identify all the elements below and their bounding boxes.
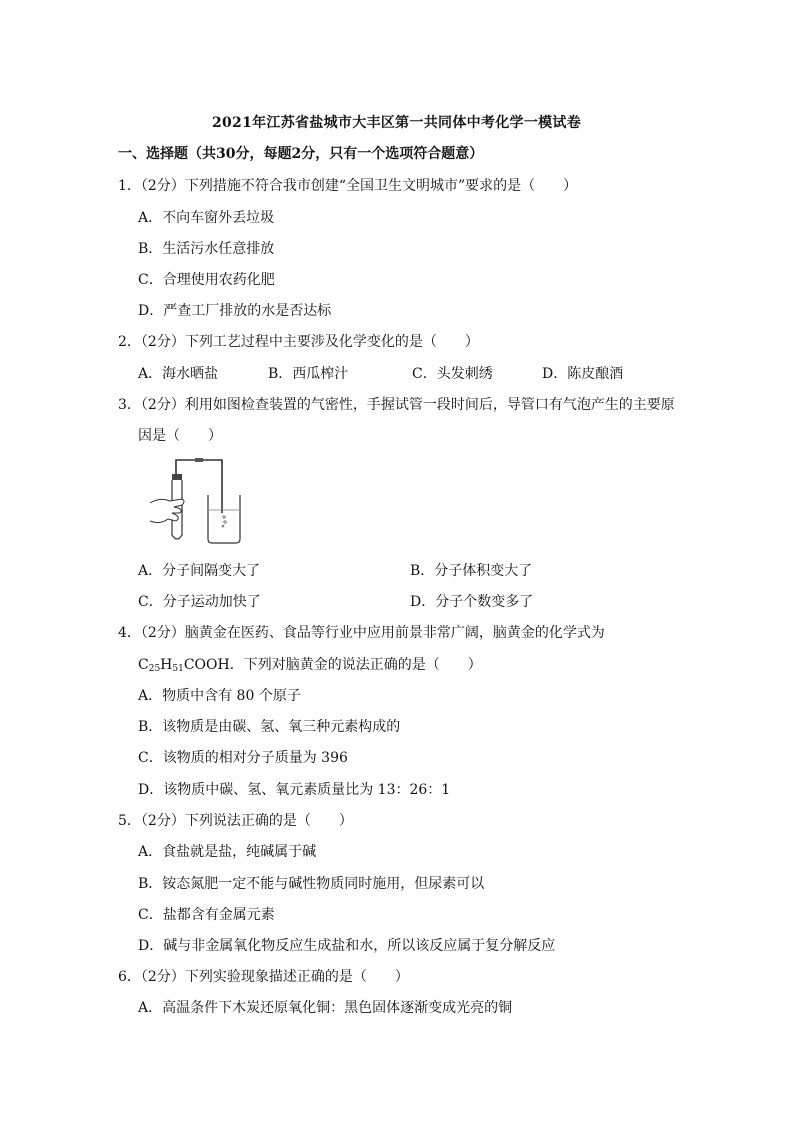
question-4-option-c: C．该物质的相对分子质量为 396 — [138, 750, 348, 766]
formula-c-subscript: 25 — [148, 664, 161, 674]
stopper — [172, 474, 182, 480]
question-4-stem-line-1: 4．（2分）脑黄金在医药、食品等行业中应用前景非常广阔，脑黄金的化学式为 — [118, 625, 605, 641]
formula-rest: COOH — [183, 657, 230, 673]
formula-h-subscript: 51 — [172, 664, 184, 674]
question-1-stem: 1．（2分）下列措施不符合我市创建“全国卫生文明城市”要求的是（ ） — [118, 178, 578, 194]
question-5-option-d: D．碱与非金属氧化物反应生成盐和水，所以该反应属于复分解反应 — [138, 938, 556, 954]
delivery-tube — [176, 460, 222, 513]
question-3-stem-line-2: 因是（ ） — [138, 428, 222, 444]
question-2-option-a: A．海水晒盐 — [138, 366, 219, 382]
question-4-option-d: D．该物质中碳、氢、氧元素质量比为 13：26：1 — [138, 782, 451, 798]
question-5-option-c: C．盐都含有金属元素 — [138, 907, 275, 923]
question-4-option-b: B．该物质是由碳、氢、氧三种元素构成的 — [138, 719, 401, 735]
hand — [150, 499, 184, 523]
apparatus-figure — [142, 455, 262, 545]
tube-connector — [195, 458, 203, 462]
question-5-option-a: A．食盐就是盐，纯碱属于碱 — [138, 844, 317, 860]
question-4-stem-tail: ．下列对脑黄金的说法正确的是（ ） — [229, 657, 482, 673]
question-6-option-a: A．高温条件下木炭还原氧化铜：黑色固体逐渐变成光亮的铜 — [138, 1000, 513, 1016]
question-4-stem-line-2 — [138, 654, 482, 674]
question-1-option-c: C．合理使用农药化肥 — [138, 272, 275, 288]
question-5-option-b: B．铵态氮肥一定不能与碱性物质同时施用，但尿素可以 — [138, 876, 485, 892]
bubble — [224, 521, 226, 523]
question-2-stem: 2．（2分）下列工艺过程中主要涉及化学变化的是（ ） — [118, 334, 479, 350]
question-1-option-d: D．严查工厂排放的水是否达标 — [138, 303, 332, 319]
formula-c: C — [138, 657, 149, 673]
question-5-stem: 5．（2分）下列说法正确的是（ ） — [118, 813, 353, 829]
question-2-option-c: C．头发刺绣 — [412, 366, 493, 382]
formula-h: H — [160, 657, 173, 673]
beaker — [208, 495, 240, 543]
question-6-stem: 6．（2分）下列实验现象描述正确的是（ ） — [118, 969, 409, 985]
question-3-option-b: B．分子体积变大了 — [410, 563, 533, 579]
section-heading: 一、选择题（共30分，每题2分，只有一个选项符合题意） — [118, 146, 484, 162]
exam-title: 2021年江苏省盐城市大丰区第一共同体中考化学一模试卷 — [211, 115, 582, 131]
question-3-option-d: D．分子个数变多了 — [410, 594, 534, 610]
question-1-option-b: B．生活污水任意排放 — [138, 241, 275, 257]
question-3-option-a: A．分子间隔变大了 — [138, 563, 261, 579]
question-3-stem-line-1: 3．（2分）利用如图检查装置的气密性，手握试管一段时间后，导管口有气泡产生的主要原 — [118, 397, 675, 413]
question-3-option-c: C．分子运动加快了 — [138, 594, 261, 610]
question-2-option-d: D．陈皮酿酒 — [542, 366, 624, 382]
question-2-option-b: B．西瓜榨汁 — [268, 366, 349, 382]
bubble — [222, 525, 224, 527]
bubble — [223, 516, 225, 518]
question-4-option-a: A．物质中含有 80 个原子 — [138, 688, 301, 704]
question-1-option-a: A．不向车窗外丢垃圾 — [138, 210, 275, 226]
